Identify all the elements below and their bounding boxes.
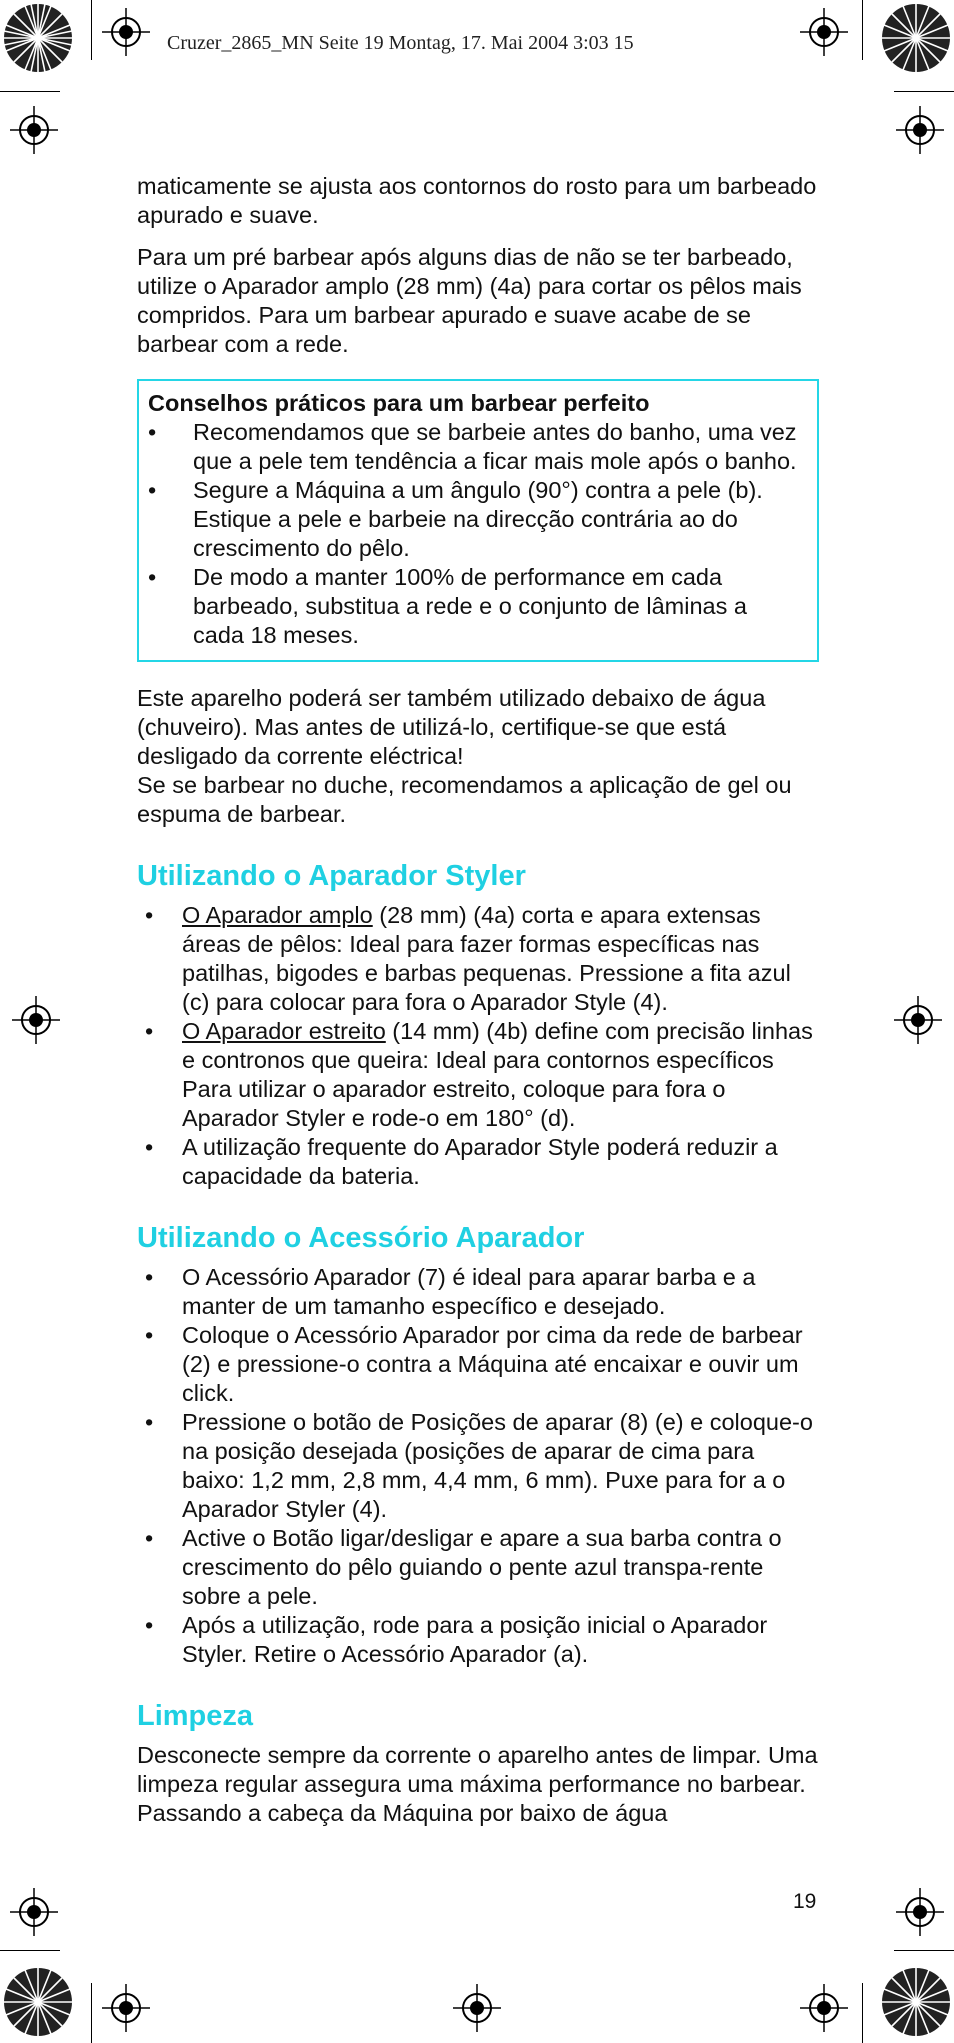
registration-mark-icon (10, 1888, 58, 1936)
styler-list (137, 901, 819, 1191)
crop-line (91, 0, 92, 60)
color-wheel-icon (880, 1966, 952, 2038)
list-item: • Pressione o botão de Posições de aparar (8) (e) e coloque-o na posição desejada (posições de aparar de cima para baixo: 1,2 mm, 2,8 mm, 4,4 mm, 6 mm). Puxe para for a o Aparador Styler (4). (137, 1408, 819, 1524)
list-item: • Coloque o Acessório Aparador por cima da rede de barbear (2) e pressione-o contra a Máquina até encaixar e ouvir um click. (137, 1321, 819, 1408)
registration-mark-icon (453, 1984, 501, 2032)
intro-paragraph-2: Para um pré barbear após alguns dias de não se ter barbeado, utilize o Aparador amplo (28 mm) (4a) para cortar os pêlos mais compridos. Para um barbear apurado e suave acabe de se barbear com a rede. (137, 244, 802, 357)
tips-list (148, 418, 803, 650)
list-item (137, 1017, 819, 1133)
list-item: • De modo a manter 100% de performance em cada barbeado, substitua a rede e o conjunto de lâminas a cada 18 meses. (148, 563, 803, 650)
water-line-2: Se se barbear no duche, recomendamos a aplicação de gel ou espuma de barbear. (137, 772, 792, 827)
cleaning-paragraph: Desconecte sempre da corrente o aparelho antes de limpar. Uma limpeza regular assegura uma máxima performance no barbear. Passando a cabeça da Máquina por baixo de água (137, 1742, 818, 1826)
list-item: • O Acessório Aparador (7) é ideal para aparar barba e a manter de um tamanho específico e desejado. (137, 1263, 819, 1321)
crop-line (894, 1950, 954, 1951)
crop-line (0, 91, 60, 92)
water-line-1: Este aparelho poderá ser também utilizado debaixo de água (chuveiro). Mas antes de utilizá-lo, certifique-se que está desligado da corrente eléctrica! (137, 685, 766, 769)
accessory-list (137, 1263, 819, 1669)
registration-mark-icon (102, 8, 150, 56)
section-heading-accessory: Utilizando o Acessório Aparador (137, 1222, 585, 1254)
crop-line (894, 91, 954, 92)
registration-mark-icon (102, 1984, 150, 2032)
section-heading-styler: Utilizando o Aparador Styler (137, 860, 526, 892)
registration-mark-icon (894, 996, 942, 1044)
list-item: • Segure a Máquina a um ângulo (90°) contra a pele (b). Estique a pele e barbeie na direcção contrária ao do crescimento do pêlo. (148, 476, 803, 563)
list-item: • Active o Botão ligar/desligar e apare a sua barba contra o crescimento do pêlo guiando o pente azul transpa-rente sobre a pele. (137, 1524, 819, 1611)
list-item: • A utilização frequente do Aparador Style poderá reduzir a capacidade da bateria. (137, 1133, 819, 1191)
crop-line (0, 1950, 60, 1951)
color-wheel-icon (2, 1966, 74, 2038)
list-item: • Recomendamos que se barbeie antes do banho, uma vez que a pele tem tendência a ficar mais mole após o banho. (148, 418, 803, 476)
page-content (137, 172, 819, 1841)
list-item (137, 901, 819, 1017)
registration-mark-icon (800, 8, 848, 56)
color-wheel-icon (2, 2, 74, 74)
page-number: 19 (793, 1890, 817, 1913)
underlined-term: O Aparador amplo (182, 902, 373, 928)
tips-title: Conselhos práticos para um barbear perfeito (148, 390, 650, 416)
list-item-text: (28 mm) (4a) corta e apara extensas áreas de pêlos: Ideal para fazer formas específicas nas patilhas, bigodes e barbas pequenas. Pressione a fita azul (c) para colocar para fora o Aparador Style (4). (182, 902, 791, 1015)
registration-mark-icon (10, 106, 58, 154)
water-paragraph (137, 684, 819, 829)
section-heading-cleaning: Limpeza (137, 1700, 254, 1732)
color-wheel-icon (880, 2, 952, 74)
crop-line (862, 1983, 863, 2043)
registration-mark-icon (896, 106, 944, 154)
tips-box (137, 379, 819, 662)
crop-line (91, 1983, 92, 2043)
crop-line (862, 0, 863, 60)
intro-paragraph-1: maticamente se ajusta aos contornos do rosto para um barbeado apurado e suave. (137, 173, 817, 228)
list-item: • Após a utilização, rode para a posição inicial o Aparador Styler. Retire o Acessório Aparador (a). (137, 1611, 819, 1669)
list-item-text: (14 mm) (4b) define com precisão linhas e contronos que queira: Ideal para contornos específicos Para utilizar o aparador estreito, coloque para fora o Aparador Styler e rode-o em 180° (d). (182, 1018, 813, 1131)
registration-mark-icon (896, 1888, 944, 1936)
underlined-term: O Aparador estreito (182, 1018, 386, 1044)
print-header: Cruzer_2865_MN Seite 19 Montag, 17. Mai 2004 3:03 15 (167, 32, 634, 54)
registration-mark-icon (12, 996, 60, 1044)
registration-mark-icon (800, 1984, 848, 2032)
